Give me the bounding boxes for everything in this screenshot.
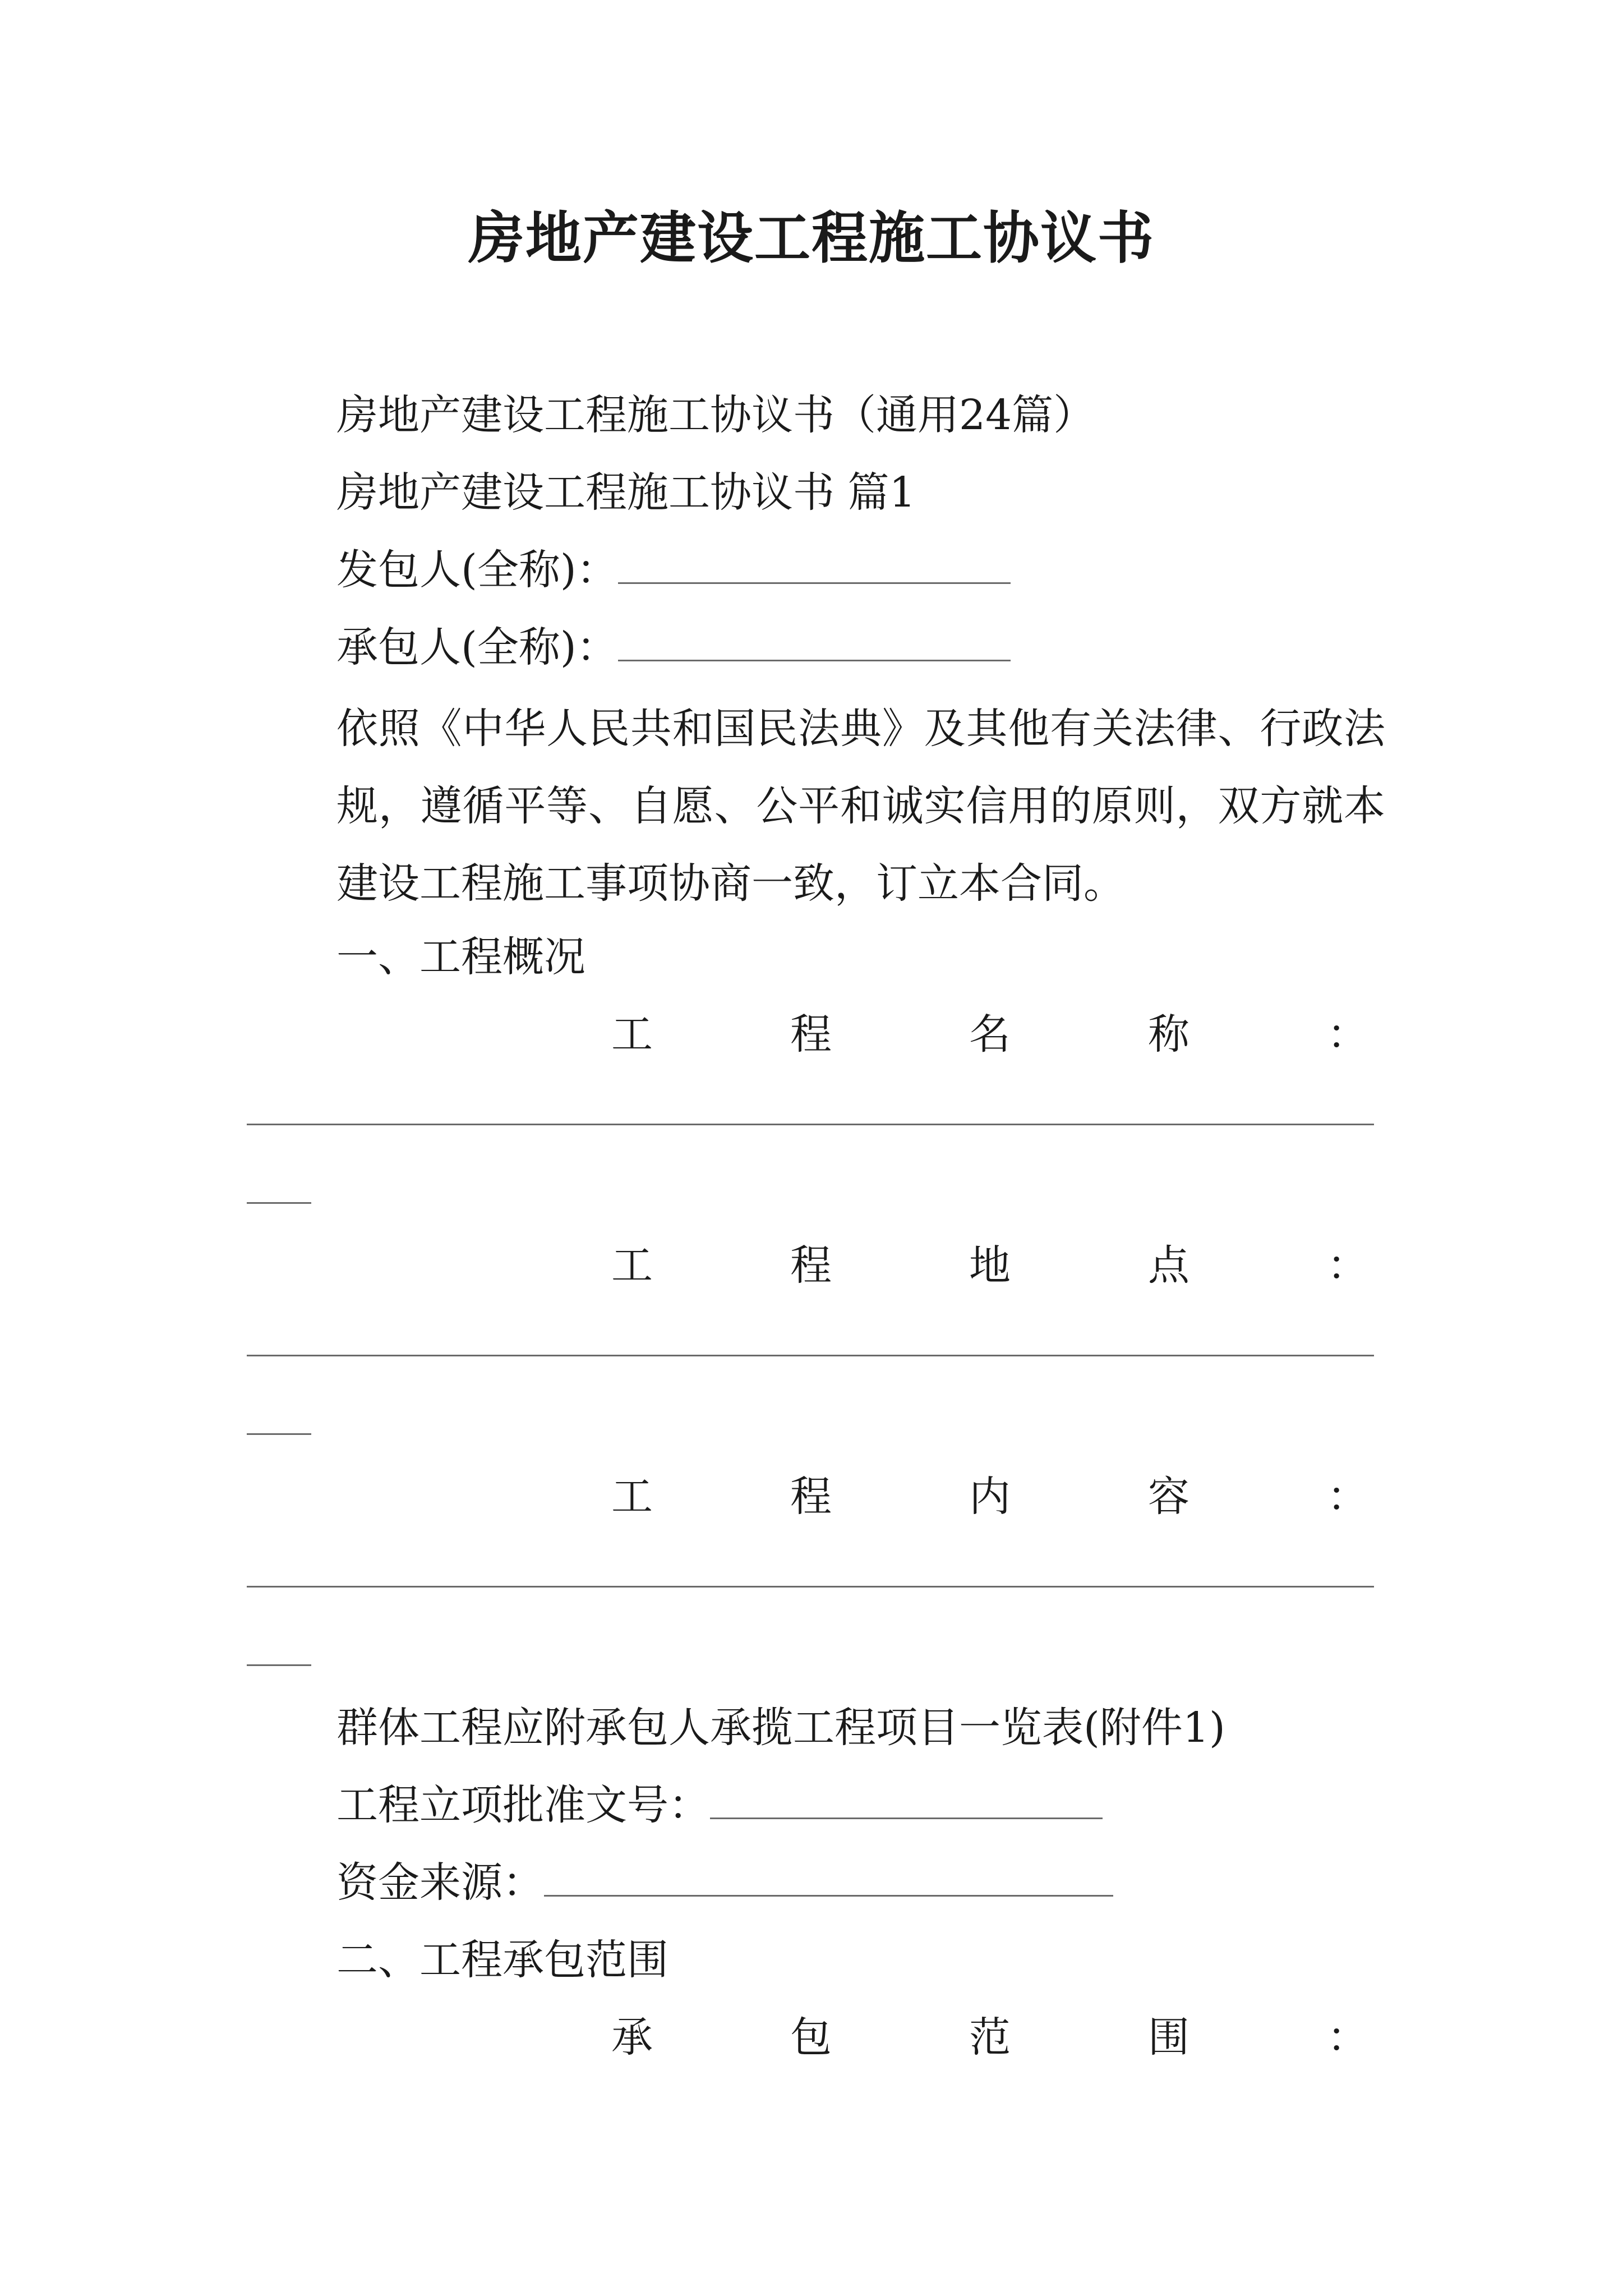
label-char: 工 <box>611 1473 653 1521</box>
part1-heading: 一、工程概况 <box>336 933 585 981</box>
section-heading: 房地产建设工程施工协议书 篇1 <box>336 468 916 517</box>
label-char: 程 <box>790 1473 832 1521</box>
label-char: 包 <box>790 2013 832 2062</box>
label-char: 范 <box>969 2013 1011 2062</box>
funding-source-line <box>336 1855 1113 1911</box>
label-char: 程 <box>790 1010 832 1059</box>
preamble-text: 依照《中华人民共和国民法典》及其他有关法律、行政法规，遵循平等、自愿、公平和诚实信用的原则，双方就本建设工程施工事项协商一致，订立本合同。 <box>336 705 1385 908</box>
employer-blank <box>618 543 1011 584</box>
contractor-label: 承包人(全称)： <box>336 623 618 671</box>
project-content-blank-continuation <box>247 1664 311 1666</box>
approval-number-line <box>336 1777 1103 1833</box>
label-char: ： <box>1327 2013 1368 2062</box>
project-location-blank <box>247 1355 1374 1356</box>
label-char: 工 <box>611 1010 653 1059</box>
project-name-blank-continuation <box>247 1202 311 1204</box>
funding-source-label: 资金来源： <box>336 1858 544 1907</box>
approval-number-label: 工程立项批准文号： <box>336 1781 710 1829</box>
contract-scope-label <box>611 2009 1368 2065</box>
label-char: ： <box>1327 1473 1368 1521</box>
employer-line <box>336 542 1011 598</box>
project-content-label <box>611 1469 1368 1525</box>
label-char: 围 <box>1148 2013 1189 2062</box>
label-char: 点 <box>1148 1241 1189 1290</box>
project-name-blank <box>247 1124 1374 1125</box>
label-char: 称 <box>1148 1010 1189 1059</box>
label-char: 工 <box>611 1241 653 1290</box>
attachment-note: 群体工程应附承包人承揽工程项目一览表(附件1) <box>336 1704 1225 1752</box>
preamble-paragraph <box>247 690 1385 922</box>
project-location-blank-continuation <box>247 1433 311 1435</box>
approval-number-blank <box>710 1778 1103 1819</box>
contractor-blank <box>618 620 1011 661</box>
project-name-label <box>611 1006 1368 1062</box>
label-char: 容 <box>1148 1473 1189 1521</box>
document-subtitle: 房地产建设工程施工协议书（通用24篇） <box>336 391 1095 439</box>
label-char: 地 <box>969 1241 1011 1290</box>
label-char: ： <box>1327 1010 1368 1059</box>
project-content-blank <box>247 1586 1374 1588</box>
funding-source-blank <box>544 1856 1113 1897</box>
part2-heading: 二、工程承包范围 <box>336 1936 668 1984</box>
label-char: 承 <box>611 2013 653 2062</box>
label-char: ： <box>1327 1241 1368 1290</box>
employer-label: 发包人(全称)： <box>336 546 618 594</box>
label-char: 程 <box>790 1241 832 1290</box>
project-location-label <box>611 1237 1368 1294</box>
label-char: 内 <box>969 1473 1011 1521</box>
document-title: 房地产建设工程施工协议书 <box>468 205 1155 271</box>
contractor-line <box>336 619 1011 675</box>
label-char: 名 <box>969 1010 1011 1059</box>
